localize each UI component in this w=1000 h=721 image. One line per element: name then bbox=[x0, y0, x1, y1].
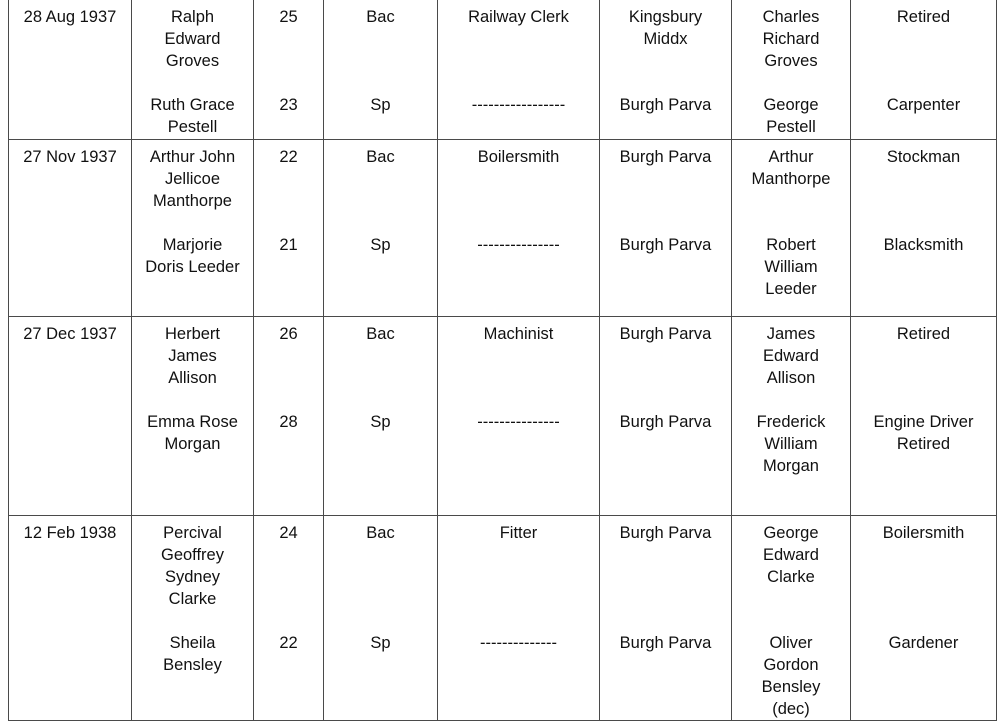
text-line: Burgh Parva bbox=[619, 235, 712, 254]
text-line: Gardener bbox=[888, 633, 959, 652]
text-line: Arthur John bbox=[149, 147, 236, 166]
condition-cell bbox=[324, 316, 438, 515]
marriage-date-cell bbox=[9, 316, 132, 515]
text-line: Bac bbox=[366, 523, 395, 542]
text-line: Frederick bbox=[756, 412, 826, 431]
occupation-cell bbox=[438, 139, 600, 316]
text-line: Burgh Parva bbox=[619, 633, 712, 652]
text-line: Retired bbox=[896, 324, 951, 343]
text-line: Clarke bbox=[767, 567, 815, 586]
text-line: Leeder bbox=[765, 279, 817, 298]
father-name-cell bbox=[732, 0, 851, 139]
occupation-cell bbox=[438, 0, 600, 139]
marriage-date-cell bbox=[9, 139, 132, 316]
text-line: Percival bbox=[163, 523, 222, 542]
age-cell bbox=[254, 515, 324, 720]
text-line: Morgan bbox=[763, 456, 819, 475]
text-line: Fitter bbox=[499, 523, 538, 542]
text-line: 28 Aug 1937 bbox=[23, 8, 117, 26]
text-line: 26 bbox=[279, 324, 298, 343]
text-line: Blacksmith bbox=[883, 235, 964, 254]
name-cell bbox=[132, 0, 254, 139]
name-cell bbox=[132, 515, 254, 720]
text-line: 23 bbox=[279, 96, 298, 114]
text-line: Manthorpe bbox=[153, 191, 232, 210]
text-line: William bbox=[764, 257, 818, 276]
text-line: Retired bbox=[896, 434, 951, 453]
text-line: George bbox=[763, 523, 819, 542]
marriage-date-cell bbox=[9, 0, 132, 139]
text-line: --------------- bbox=[477, 235, 560, 254]
text-line: Ralph bbox=[170, 8, 215, 26]
text-line: Edward bbox=[763, 346, 819, 365]
text-line: Bac bbox=[366, 147, 395, 166]
condition-cell bbox=[324, 139, 438, 316]
text-line: Boilersmith bbox=[882, 523, 965, 542]
father-name-cell bbox=[732, 139, 851, 316]
father-name-cell bbox=[732, 316, 851, 515]
text-line: Bensley bbox=[163, 655, 222, 674]
text-line: 21 bbox=[279, 235, 298, 254]
text-line: Geoffrey bbox=[161, 545, 224, 564]
text-line: George bbox=[763, 96, 819, 114]
marriage-record-row bbox=[9, 316, 997, 515]
age-cell bbox=[254, 0, 324, 139]
text-line: Pestell bbox=[766, 118, 816, 136]
text-line: Kingsbury bbox=[628, 8, 703, 26]
text-line: 24 bbox=[279, 523, 298, 542]
occupation-cell bbox=[438, 316, 600, 515]
text-line: Engine Driver bbox=[873, 412, 974, 431]
text-line: Emma Rose bbox=[147, 412, 238, 431]
text-line: Sp bbox=[370, 235, 391, 254]
residence-cell bbox=[600, 0, 732, 139]
age-cell bbox=[254, 316, 324, 515]
father-occupation-cell bbox=[851, 316, 997, 515]
text-line: Gordon bbox=[763, 655, 819, 674]
text-line: 25 bbox=[279, 8, 298, 26]
text-line: Ruth Grace bbox=[150, 96, 235, 114]
text-line: 27 Dec 1937 bbox=[23, 324, 117, 343]
text-line: Robert bbox=[766, 235, 816, 254]
text-line: Richard bbox=[762, 30, 820, 48]
text-line: Carpenter bbox=[886, 96, 961, 114]
text-line: Sp bbox=[370, 412, 391, 431]
text-line: -------------- bbox=[480, 633, 557, 652]
text-line: Machinist bbox=[483, 324, 554, 343]
text-line: 22 bbox=[279, 633, 298, 652]
text-line: Manthorpe bbox=[751, 169, 831, 188]
text-line: Arthur bbox=[768, 147, 814, 166]
text-line: 12 Feb 1938 bbox=[23, 523, 117, 542]
father-occupation-cell bbox=[851, 0, 997, 139]
text-line: Sydney bbox=[164, 567, 221, 586]
residence-cell bbox=[600, 515, 732, 720]
text-line: Sheila bbox=[169, 633, 216, 652]
text-line: Clarke bbox=[168, 589, 217, 608]
text-line: James bbox=[168, 346, 217, 365]
marriage-record-row bbox=[9, 515, 997, 720]
text-line: Burgh Parva bbox=[619, 523, 712, 542]
text-line: Sp bbox=[370, 96, 391, 114]
residence-cell bbox=[600, 139, 732, 316]
text-line: --------------- bbox=[477, 412, 560, 431]
marriage-record-row bbox=[9, 139, 997, 316]
text-line: Bensley bbox=[761, 677, 821, 696]
text-line: Jellicoe bbox=[164, 169, 221, 188]
text-line: Bac bbox=[366, 8, 395, 26]
text-line: (dec) bbox=[772, 699, 810, 718]
text-line: Charles bbox=[762, 8, 820, 26]
text-line: Oliver bbox=[769, 633, 813, 652]
text-line: 22 bbox=[279, 147, 298, 166]
father-occupation-cell bbox=[851, 515, 997, 720]
text-line: 28 bbox=[279, 412, 298, 431]
text-line: Middx bbox=[643, 30, 688, 48]
text-line: Railway Clerk bbox=[468, 8, 569, 26]
text-line: Burgh Parva bbox=[619, 324, 712, 343]
text-line: Burgh Parva bbox=[619, 96, 712, 114]
father-name-cell bbox=[732, 515, 851, 720]
condition-cell bbox=[324, 0, 438, 139]
text-line: Doris Leeder bbox=[145, 257, 240, 276]
text-line: Edward bbox=[763, 545, 819, 564]
text-line: Groves bbox=[764, 52, 818, 70]
text-line: 27 Nov 1937 bbox=[23, 147, 117, 166]
text-line: Sp bbox=[370, 633, 391, 652]
text-line: Burgh Parva bbox=[619, 412, 712, 431]
marriage-register-table bbox=[8, 0, 997, 721]
age-cell bbox=[254, 139, 324, 316]
text-line: Boilersmith bbox=[477, 147, 560, 166]
text-line: Allison bbox=[766, 368, 816, 387]
text-line: Marjorie bbox=[162, 235, 223, 254]
residence-cell bbox=[600, 316, 732, 515]
occupation-cell bbox=[438, 515, 600, 720]
condition-cell bbox=[324, 515, 438, 720]
marriage-date-cell bbox=[9, 515, 132, 720]
text-line: Herbert bbox=[164, 324, 221, 343]
text-line: Burgh Parva bbox=[619, 147, 712, 166]
text-line: Stockman bbox=[886, 147, 961, 166]
name-cell bbox=[132, 139, 254, 316]
text-line: Morgan bbox=[164, 434, 221, 453]
text-line: William bbox=[764, 434, 818, 453]
name-cell bbox=[132, 316, 254, 515]
text-line: Edward bbox=[164, 30, 221, 48]
marriage-record-row bbox=[9, 0, 997, 139]
father-occupation-cell bbox=[851, 139, 997, 316]
text-line: Retired bbox=[896, 8, 951, 26]
text-line: ----------------- bbox=[471, 96, 566, 114]
text-line: James bbox=[766, 324, 816, 343]
text-line: Bac bbox=[366, 324, 395, 343]
text-line: Groves bbox=[165, 52, 220, 70]
text-line: Pestell bbox=[167, 118, 218, 136]
text-line: Allison bbox=[168, 368, 217, 387]
